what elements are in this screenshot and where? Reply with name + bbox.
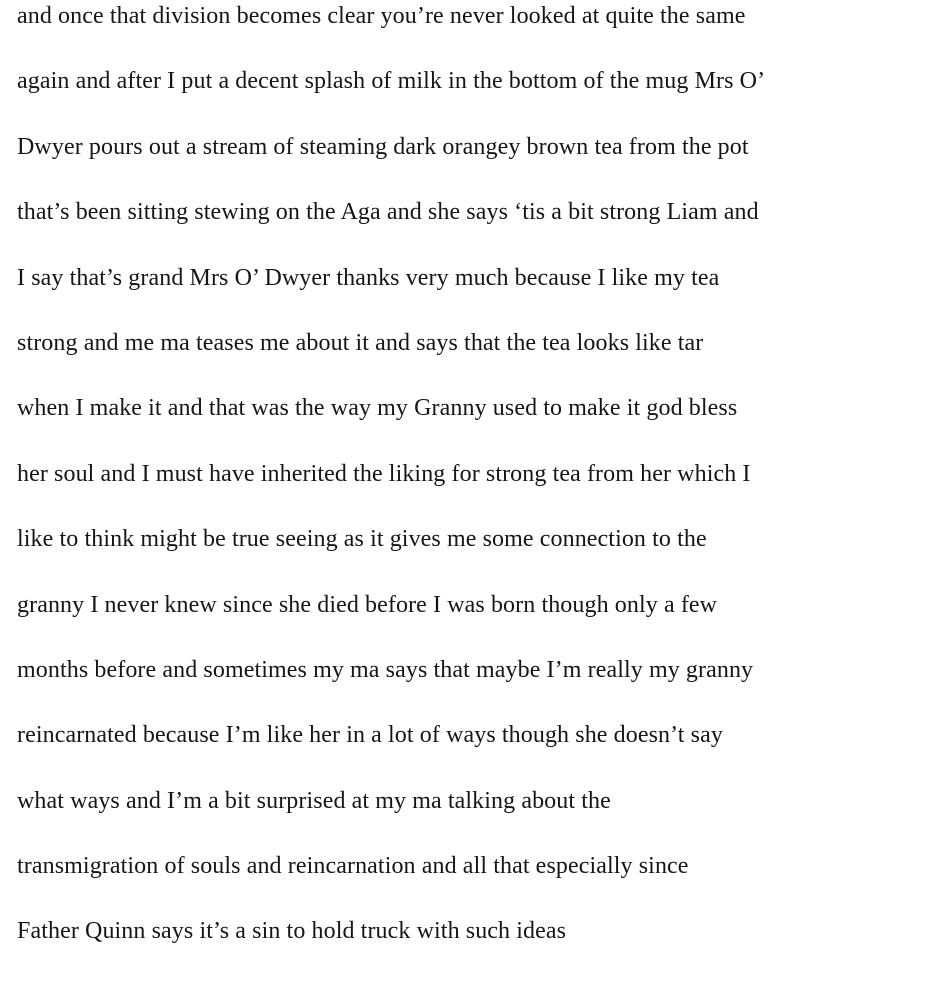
text-line: when I make it and that was the way my Granny used to make it god bless	[17, 395, 738, 422]
text-line: I say that’s grand Mrs O’ Dwyer thanks very much because I like my tea	[17, 264, 720, 291]
text-line: like to think might be true seeing as it gives me some connection to the	[17, 526, 707, 553]
text-line: and once that division becomes clear you’re never looked at quite the same	[17, 3, 746, 29]
text-line: what ways and I’m a bit surprised at my ma talking about the	[17, 787, 611, 814]
text-line: Dwyer pours out a stream of steaming dark orangey brown tea from the pot	[17, 133, 749, 160]
text-line: transmigration of souls and reincarnation and all that especially since	[17, 853, 689, 880]
text-line: again and after I put a decent splash of milk in the bottom of the mug Mrs O’	[17, 68, 766, 95]
text-line: reincarnated because I’m like her in a lot of ways though she doesn’t say	[17, 722, 723, 749]
text-line: granny I never knew since she died before I was born though only a few	[17, 591, 718, 618]
text-line: her soul and I must have inherited the liking for strong tea from her which I	[17, 460, 751, 487]
paragraph	[17, 0, 922, 965]
text-line: Father Quinn says it’s a sin to hold truck with such ideas	[17, 918, 567, 945]
text-line: strong and me ma teases me about it and says that the tea looks like tar	[17, 329, 704, 356]
text-line: months before and sometimes my ma says that maybe I’m really my granny	[17, 656, 754, 683]
text-line: that’s been sitting stewing on the Aga and she says ‘tis a bit strong Liam and	[17, 199, 759, 226]
